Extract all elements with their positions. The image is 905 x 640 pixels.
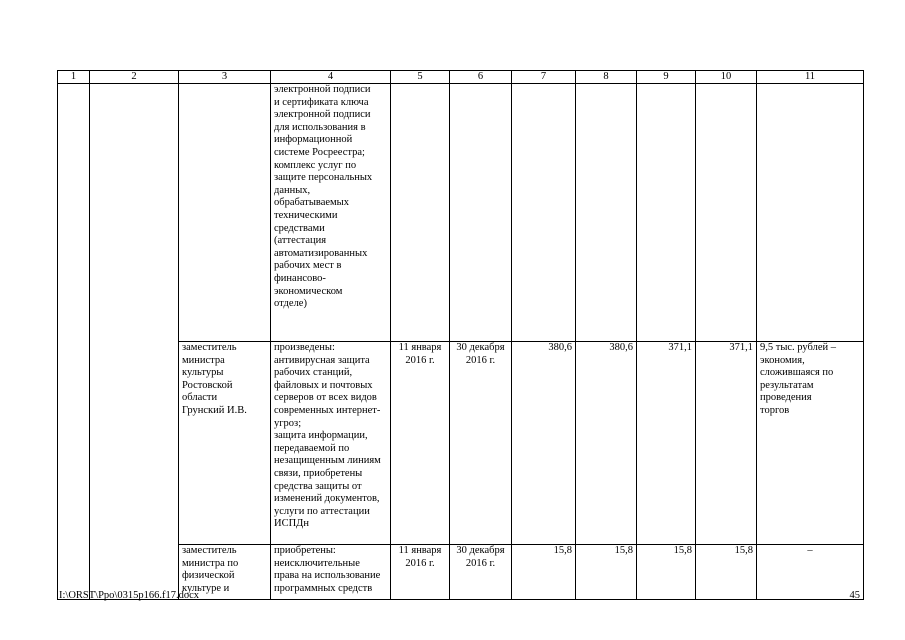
- footer-file-path: I:\ORST\Ppo\0315p166.f17.docx: [59, 590, 200, 601]
- empty-cell: [90, 84, 179, 600]
- value-cell: 15,8: [696, 545, 757, 600]
- start-date-cell: 11 января 2016 г.: [391, 545, 450, 600]
- end-date-cell: 30 декабря 2016 г.: [450, 545, 512, 600]
- header-cell-2: 2: [90, 71, 179, 84]
- value-cell: 15,8: [512, 545, 576, 600]
- header-cell-5: 5: [391, 71, 450, 84]
- header-row: [58, 71, 864, 84]
- value-cell: [637, 84, 696, 342]
- note-cell: 9,5 тыс. рублей – экономия, сложившаяся по результатам проведения торгов: [757, 342, 864, 545]
- empty-cell: [58, 84, 90, 600]
- header-cell-3: 3: [179, 71, 271, 84]
- table-row: [58, 342, 864, 545]
- start-date-cell: 11 января 2016 г.: [391, 342, 450, 545]
- header-cell-1: 1: [58, 71, 90, 84]
- measures-cell: электронной подписи и сертификата ключа электронной подписи для использования в информационной системе Росреестра; комплекс услуг по защите персональных данных, обрабатываемых техническими средствами (аттестация автоматизированных рабочих мест в финансово- экономическом отделе): [271, 84, 391, 342]
- header-cell-9: 9: [637, 71, 696, 84]
- header-cell-6: 6: [450, 71, 512, 84]
- note-cell: [757, 84, 864, 342]
- value-cell: [576, 84, 637, 342]
- value-cell: [512, 84, 576, 342]
- value-cell: 380,6: [512, 342, 576, 545]
- page-number: 45: [849, 590, 860, 601]
- table-row: [58, 84, 864, 342]
- responsible-cell: заместитель министра культуры Ростовской области Грунский И.В.: [179, 342, 271, 545]
- responsible-cell: [179, 84, 271, 342]
- value-cell: 15,8: [576, 545, 637, 600]
- note-cell: –: [757, 545, 864, 600]
- header-cell-4: 4: [271, 71, 391, 84]
- header-cell-7: 7: [512, 71, 576, 84]
- value-cell: 15,8: [637, 545, 696, 600]
- end-date-cell: [450, 84, 512, 342]
- value-cell: 380,6: [576, 342, 637, 545]
- start-date-cell: [391, 84, 450, 342]
- responsible-cell: заместитель министра по физической культуре и: [179, 545, 271, 600]
- document-table: [57, 70, 864, 600]
- header-cell-8: 8: [576, 71, 637, 84]
- value-cell: 371,1: [696, 342, 757, 545]
- measures-cell: произведены: антивирусная защита рабочих станций, файловых и почтовых серверов от всех видов современных интернет- угроз; защита информации, передаваемой по незащищенным линиям связи, приобретены средства защиты от изменений документов, услуги по аттестации ИСПДн: [271, 342, 391, 545]
- end-date-cell: 30 декабря 2016 г.: [450, 342, 512, 545]
- measures-cell: приобретены: неисключительные права на использование программных средств: [271, 545, 391, 600]
- value-cell: 371,1: [637, 342, 696, 545]
- header-cell-10: 10: [696, 71, 757, 84]
- value-cell: [696, 84, 757, 342]
- header-cell-11: 11: [757, 71, 864, 84]
